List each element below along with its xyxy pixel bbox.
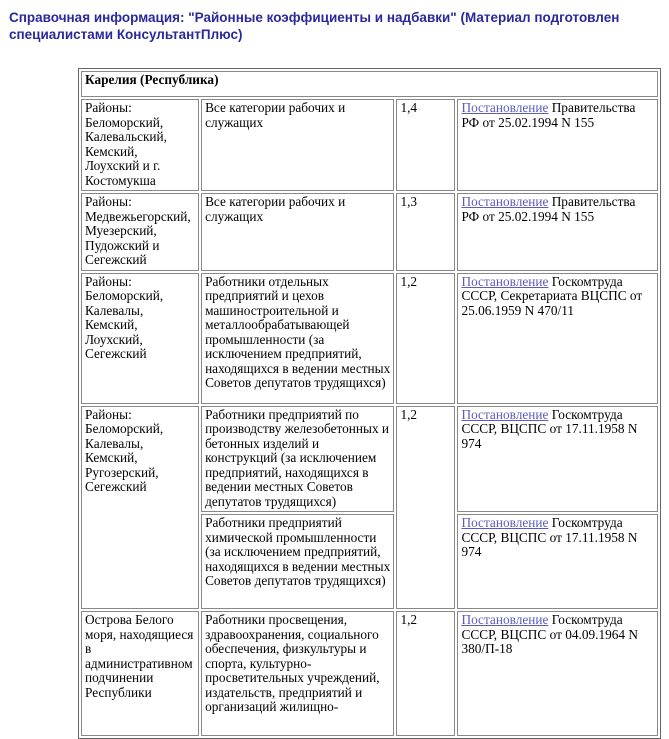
category-cell: Работники просвещения, здравоохранения, социального обеспечения, физкультуры и спорта, культурно-просветительных учреждений, издательств, предприятий и организаций жилищно-: [201, 611, 394, 736]
coefficients-table: [78, 68, 661, 739]
district-cell: Районы: Медвежьегорский, Муезерский, Пудожский и Сегежский: [81, 193, 199, 271]
coefficient-cell: 1,2: [396, 406, 455, 610]
category-cell: Работники предприятий химической промышленности (за исключением предприятий, находящихся в ведении местных Советов депутатов трудящихся): [201, 514, 394, 609]
table-row: [81, 193, 658, 271]
resolution-link[interactable]: Постановление: [461, 100, 549, 115]
resolution-link[interactable]: Постановление: [461, 273, 549, 289]
source-text: Правительства РФ от 25.02.1994 N 155: [461, 100, 636, 130]
source-text: Госкомтруда СССР, ВЦСПС от 04.09.1964 N 380/П-18: [461, 612, 638, 656]
source-text: Госкомтруда СССР, ВЦСПС от 17.11.1958 N 974: [461, 515, 638, 559]
source-cell: [457, 273, 658, 404]
source-text: Госкомтруда СССР, ВЦСПС от 17.11.1958 N 974: [461, 406, 638, 451]
table-row: [81, 99, 658, 191]
source-cell: [457, 406, 658, 513]
district-cell: Районы: Беломорский, Калевалы, Кемский, Лоухский, Сегежский: [81, 273, 199, 404]
region-header-row: [81, 71, 658, 97]
coefficient-cell: 1,2: [396, 273, 455, 404]
resolution-link[interactable]: Постановление: [461, 515, 549, 530]
resolution-link[interactable]: Постановление: [461, 612, 549, 627]
resolution-link[interactable]: Постановление: [461, 194, 549, 209]
source-cell: [457, 611, 658, 736]
region-header: Карелия (Республика): [81, 71, 658, 97]
table-row: [81, 273, 658, 404]
source-cell: [457, 514, 658, 609]
district-cell: Районы: Беломорский, Калевалы, Кемский, Ругозерский, Сегежский: [81, 406, 199, 610]
page-title: Справочная информация: "Районные коэффициенты и надбавки" (Материал подготовлен специалистами КонсультантПлюс): [9, 10, 620, 42]
category-cell: Все категории рабочих и служащих: [201, 193, 394, 271]
category-cell: Работники отдельных предприятий и цехов машиностроительной и металлообрабатывающей промышленности (за исключением предприятий, находящихся в ведении местных Советов депутатов трудящихся): [201, 273, 394, 404]
category-cell: Все категории рабочих и служащих: [201, 99, 394, 191]
table-row: [81, 406, 658, 513]
source-text: Правительства РФ от 25.02.1994 N 155: [461, 194, 636, 224]
coefficient-cell: 1,3: [396, 193, 455, 271]
district-cell: Острова Белого моря, находящиеся в административном подчинении Республики: [81, 611, 199, 736]
source-cell: [457, 99, 658, 191]
coefficient-cell: 1,2: [396, 611, 455, 736]
coefficient-cell: 1,4: [396, 99, 455, 191]
table-row: [81, 611, 658, 736]
category-cell: Работники предприятий по производству железобетонных и бетонных изделий и конструкций (за исключением предприятий, находящихся в ведении местных Советов депутатов трудящихся): [201, 406, 394, 513]
source-text: Госкомтруда СССР, Секретариата ВЦСПС от 25.06.1959 N 470/11: [461, 273, 643, 318]
source-cell: [457, 193, 658, 271]
resolution-link[interactable]: Постановление: [461, 406, 549, 422]
district-cell: Районы: Беломорский, Калевальский, Кемский, Лоухский и г. Костомукша: [81, 99, 199, 191]
